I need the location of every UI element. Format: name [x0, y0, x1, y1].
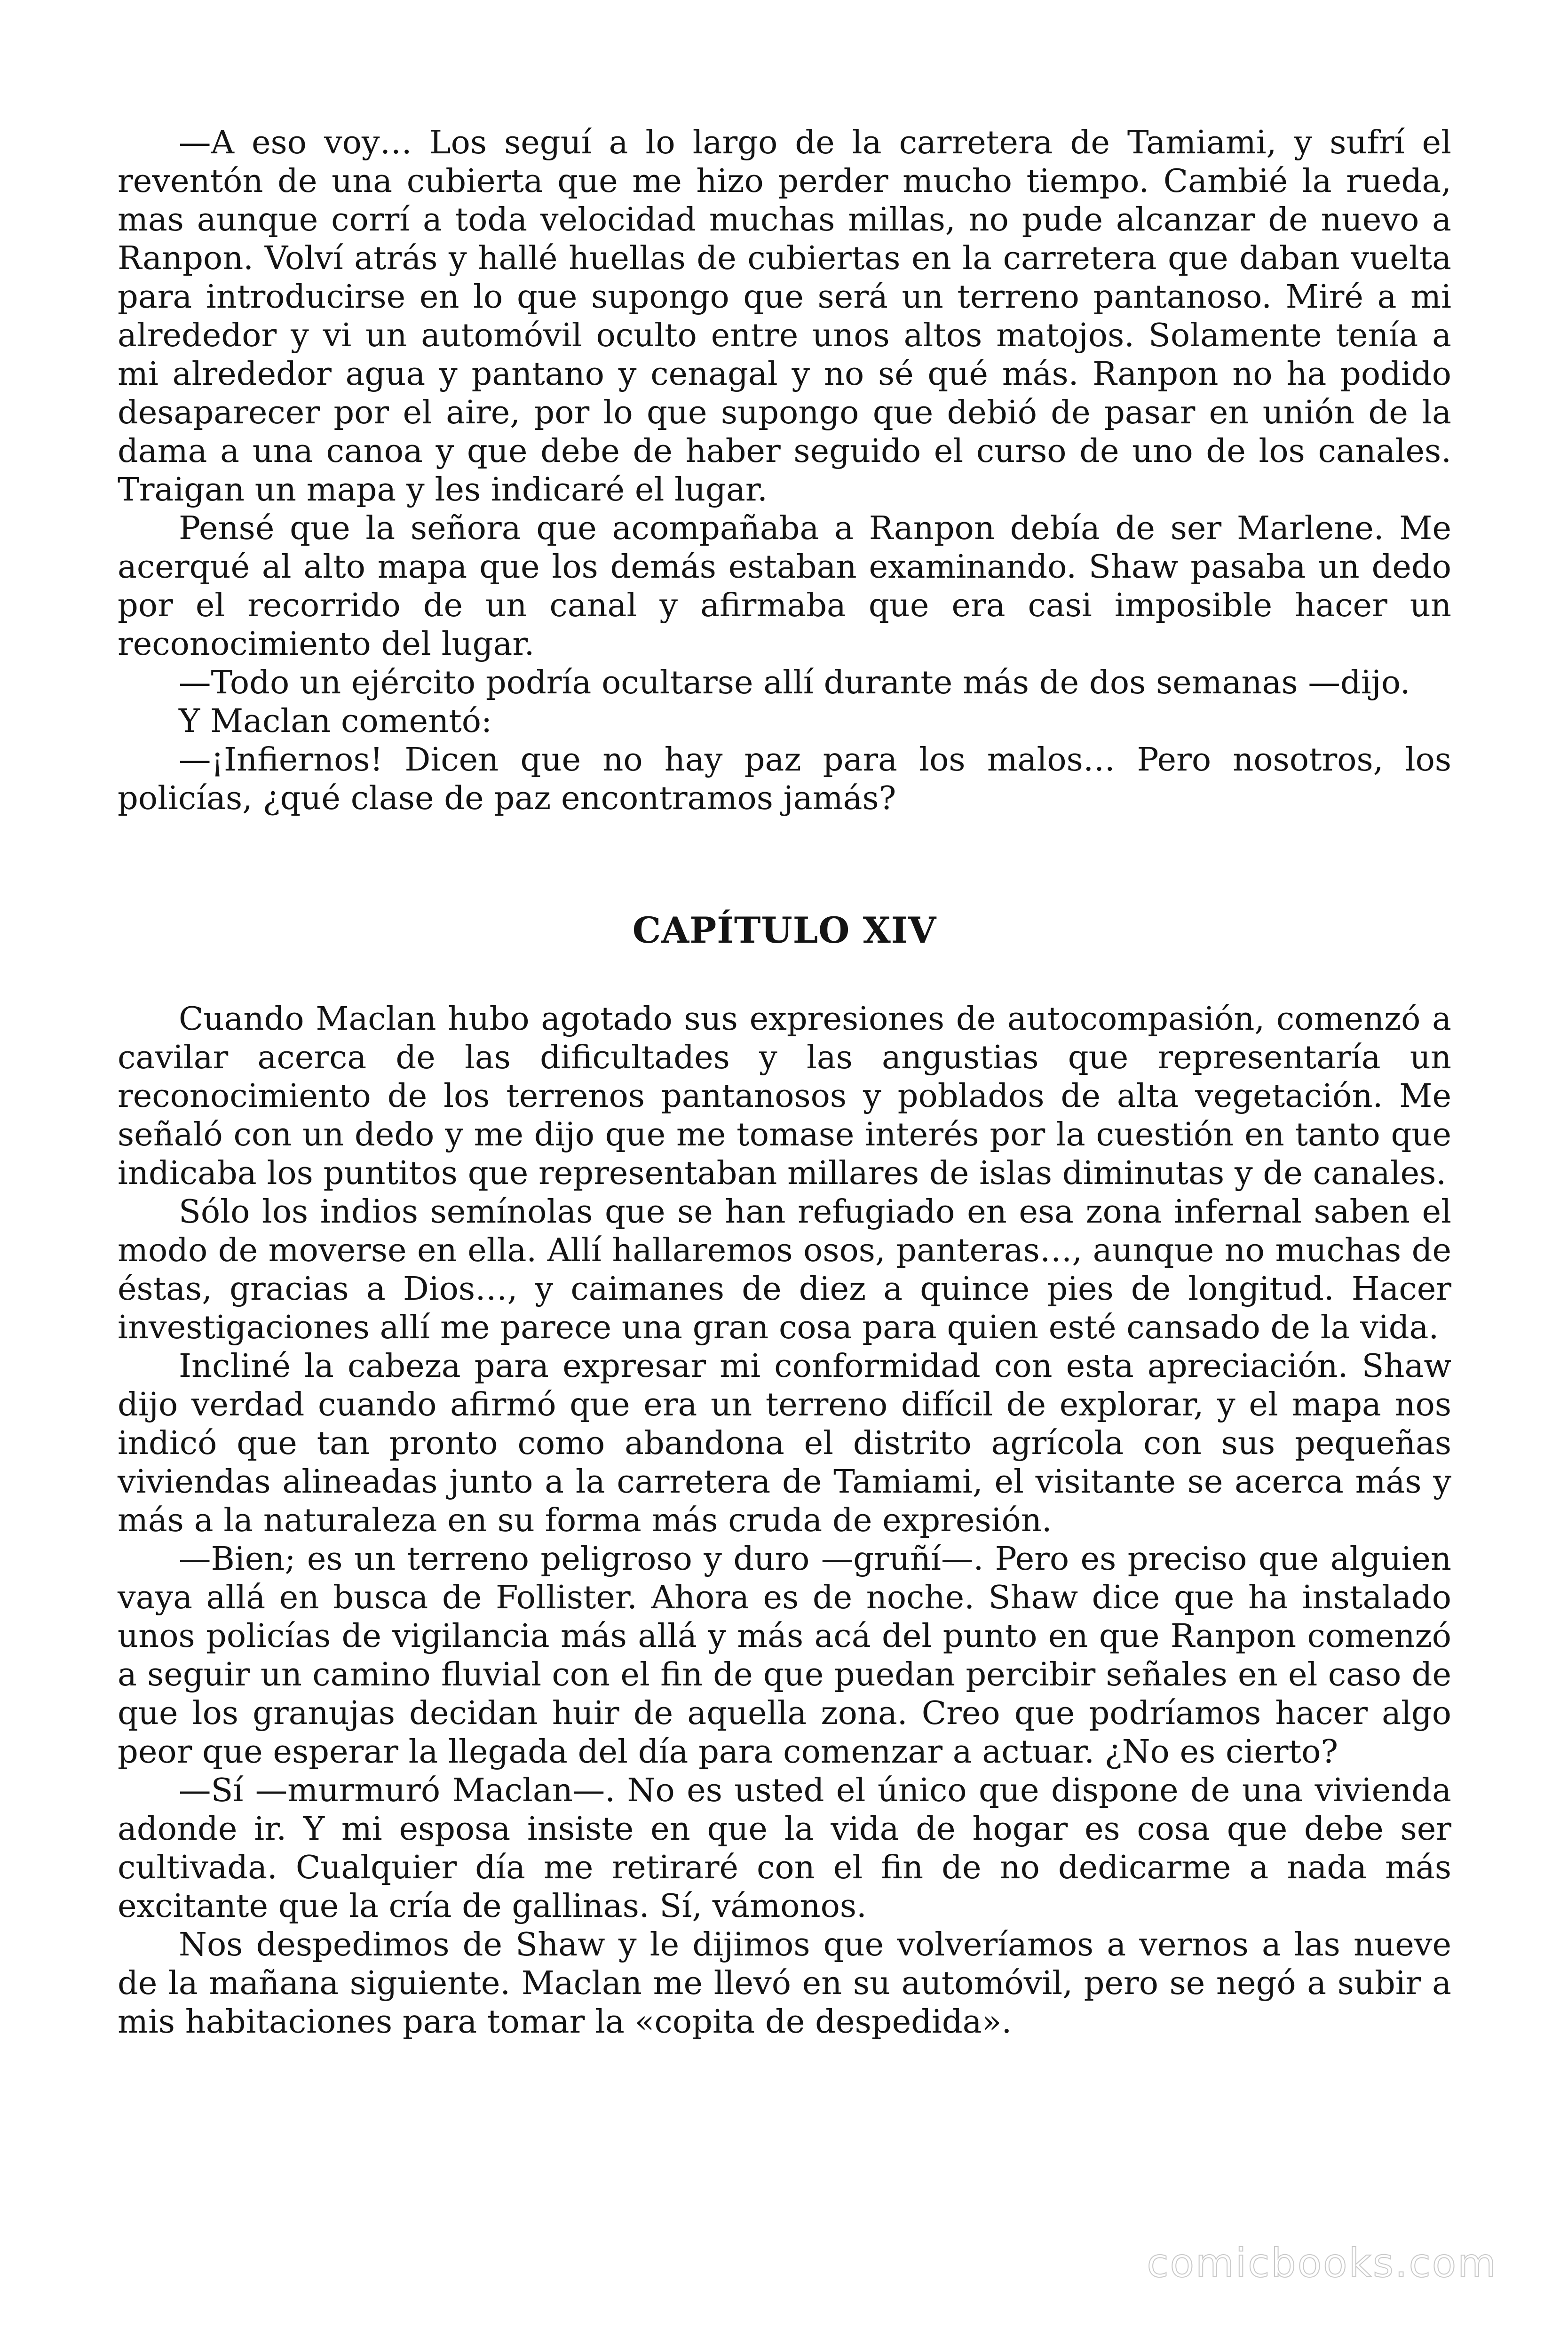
paragraph: Cuando Maclan hubo agotado sus expresiones de autocompasión, comenzó a cavilar acerca de las dificultades y las angustias que representaría un reconocimiento de los terrenos pantanosos y poblados de alta vegetación. Me señaló con un dedo y me dijo que me tomase interés por la cuestión en tanto que indicaba los puntitos que representaban millares de islas diminutas y de canales. — [118, 1000, 1451, 1192]
paragraph: —Bien; es un terreno peligroso y duro —gruñí—. Pero es preciso que alguien vaya allá en busca de Follister. Ahora es de noche. Shaw dice que ha instalado unos policías de vigilancia más allá y más acá del punto en que Ranpon comenzó a seguir un camino fluvial con el fin de que puedan percibir señales en el caso de que los granujas decidan huir de aquella zona. Creo que podríamos hacer algo peor que esperar la llegada del día para comenzar a actuar. ¿No es cierto? — [118, 1540, 1451, 1771]
paragraph: —A eso voy… Los seguí a lo largo de la carretera de Tamiami, y sufrí el reventón de una cubierta que me hizo perder mucho tiempo. Cambié la rueda, mas aunque corrí a toda velocidad muchas millas, no pude alcanzar de nuevo a Ranpon. Volví atrás y hallé huellas de cubiertas en la carretera que daban vuelta para introducirse en lo que supongo que será un terreno pantanoso. Miré a mi alrededor y vi un automóvil oculto entre unos altos matojos. Solamente tenía a mi alrededor agua y pantano y cenagal y no sé qué más. Ranpon no ha podido desaparecer por el aire, por lo que supongo que debió de pasar en unión de la dama a una canoa y que debe de haber seguido el curso de uno de los canales. Traigan un mapa y les indicaré el lugar. — [118, 124, 1451, 509]
paragraph: —¡Infiernos! Dicen que no hay paz para los malos… Pero nosotros, los policías, ¿qué clase de paz encontramos jamás? — [118, 741, 1451, 817]
paragraph: Pensé que la señora que acompañaba a Ranpon debía de ser Marlene. Me acerqué al alto mapa que los demás estaban examinando. Shaw pasaba un dedo por el recorrido de un canal y afirmaba que era casi imposible hacer un reconocimiento del lugar. — [118, 509, 1451, 663]
chapter-title: CAPÍTULO XIV — [632, 909, 937, 951]
paragraph: Sólo los indios semínolas que se han refugiado en esa zona infernal saben el modo de moverse en ella. Allí hallaremos osos, panteras…, aunque no muchas de éstas, gracias a Dios…, y caimanes de diez a quince pies de longitud. Hacer investigaciones allí me parece una gran cosa para quien esté cansado de la vida. — [118, 1193, 1451, 1346]
page-body — [118, 123, 1451, 2041]
watermark: comicbooks.com — [1147, 2240, 1497, 2286]
chapter-spacer — [118, 956, 1451, 1000]
chapter-spacer — [118, 818, 1451, 905]
paragraph: Y Maclan comentó: — [179, 702, 492, 740]
paragraph: —Sí —murmuró Maclan—. No es usted el único que dispone de una vivienda adonde ir. Y mi esposa insiste en que la vida de hogar es cosa que debe ser cultivada. Cualquier día me retiraré con el fin de no dedicarme a nada más excitante que la cría de gallinas. Sí, vámonos. — [118, 1772, 1451, 1925]
paragraph: Nos despedimos de Shaw y le dijimos que volveríamos a vernos a las nueve de la mañana siguiente. Maclan me llevó en su automóvil, pero se negó a subir a mis habitaciones para tomar la «copita de despedida». — [118, 1926, 1451, 2041]
paragraph: —Todo un ejército podría ocultarse allí durante más de dos semanas —dijo. — [179, 664, 1410, 701]
paragraph: Incliné la cabeza para expresar mi conformidad con esta apreciación. Shaw dijo verdad cuando afirmó que era un terreno difícil de explorar, y el mapa nos indicó que tan pronto como abandona el distrito agrícola con sus pequeñas viviendas alineadas junto a la carretera de Tamiami, el visitante se acerca más y más a la naturaleza en su forma más cruda de expresión. — [118, 1347, 1451, 1539]
